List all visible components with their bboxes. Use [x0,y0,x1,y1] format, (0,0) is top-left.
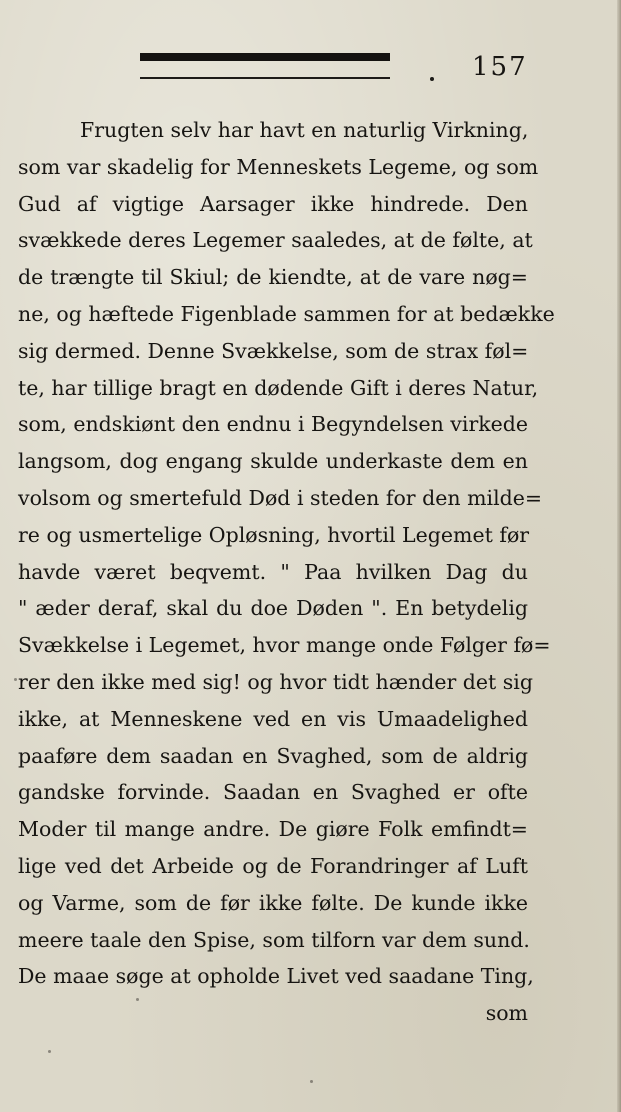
page-number: 157 [472,52,528,82]
text-line: som, endskiønt den endnu i Begyndelsen virkede [18,412,529,437]
header-rule-dot [430,77,434,81]
catchword: som [485,1001,528,1026]
page-edge-shadow [617,0,621,1112]
text-line: Moder til mange andre. De giøre Folk emfindt= [18,817,528,842]
body-text [18,112,555,1032]
header-rule-thin [140,77,390,79]
text-line: ne, og hæftede Figenblade sammen for at bedække [18,301,555,326]
paper-speck [136,998,139,1001]
text-line: te, har tillige bragt en dødende Gift i deres Natur, [18,375,539,400]
paper-speck [310,1080,313,1083]
text-line: og Varme, som de før ikke følte. De kunde ikke [18,890,528,915]
text-line: de trængte til Skiul; de kiendte, at de vare nøg= [18,265,528,290]
text-line: som var skadelig for Menneskets Legeme, og som [18,154,539,179]
header-rule-thick [140,53,390,61]
text-line: langsom, dog engang skulde underkaste dem en [18,449,528,474]
text-line: Svækkelse i Legemet, hvor mange onde Følger fø= [18,633,551,658]
text-line: De maae søge at opholde Livet ved saadane Ting, [18,964,534,989]
text-line: Frugten selv har havt en naturlig Virkning, [80,118,529,142]
text-line: Gud af vigtige Aarsager ikke hindrede. Den [18,191,528,216]
text-line: svækkede deres Legemer saaledes, at de følte, at [18,228,533,253]
text-line: gandske forvinde. Saadan en Svaghed er ofte [18,780,528,805]
text-line: paaføre dem saadan en Svaghed, som de aldrig [18,743,528,768]
text-line: ikke, at Menneskene ved en vis Umaadelighed [18,706,528,731]
paper-speck [14,678,17,681]
text-line: lige ved det Arbeide og de Forandringer af Luft [18,853,528,878]
text-line: volsom og smertefuld Død i steden for den milde= [18,485,543,510]
text-line: havde været beqvemt. " Paa hvilken Dag du [18,559,528,584]
text-line: " æder deraf, skal du doe Døden ". En betydelig [18,596,528,621]
text-line: re og usmertelige Opløsning, hvortil Legemet før [18,522,530,547]
text-line: meere taale den Spise, som tilforn var dem sund. [18,927,530,952]
text-line: sig dermed. Denne Svækkelse, som de strax føl= [18,338,529,363]
text-line: rer den ikke med sig! og hvor tidt hænder det sig [18,669,533,694]
paper-speck [48,1050,51,1053]
